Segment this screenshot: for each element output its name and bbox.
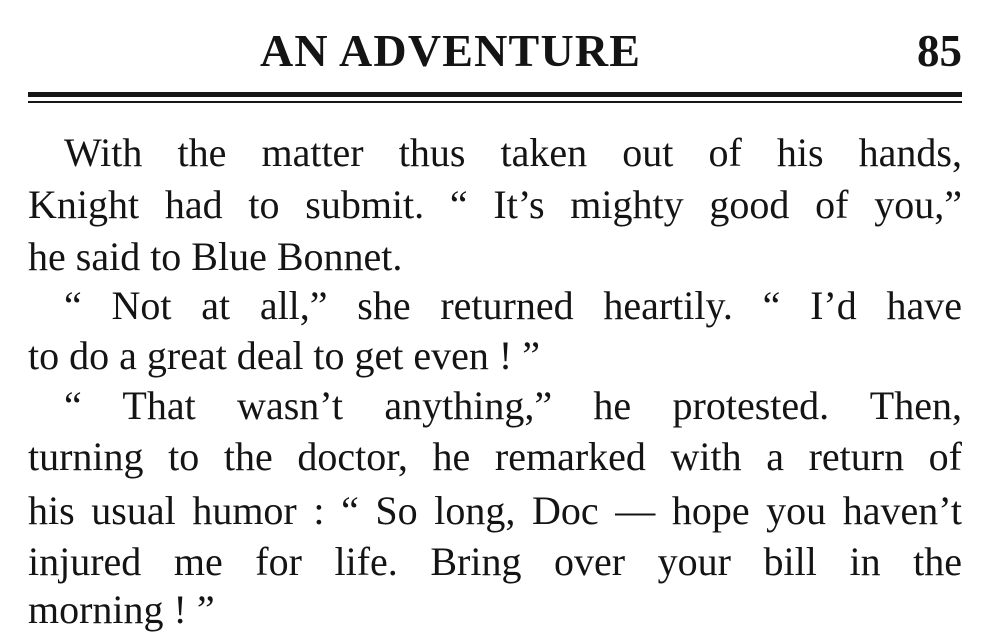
- text-line: morning ! ”: [28, 587, 215, 632]
- text-line: “ Not at all,” she returned heartily. “ I’d have: [64, 283, 962, 328]
- page-number: 85: [917, 26, 962, 76]
- text-line: Knight had to submit. “ It’s mighty good of you,”: [28, 182, 962, 227]
- text-line: his usual humor : “ So long, Doc — hope you haven’t: [28, 488, 962, 533]
- text-line: injured me for life. Bring over your bill in the: [28, 539, 962, 584]
- running-title: AN ADVENTURE: [260, 25, 642, 76]
- text-line: he said to Blue Bonnet.: [28, 234, 403, 279]
- text-line: to do a great deal to get even ! ”: [28, 333, 540, 378]
- text-line: turning to the doctor, he remarked with a return of: [28, 434, 962, 479]
- text-line: “ That wasn’t anything,” he protested. Then,: [64, 383, 962, 428]
- text-line: With the matter thus taken out of his hands,: [64, 130, 962, 175]
